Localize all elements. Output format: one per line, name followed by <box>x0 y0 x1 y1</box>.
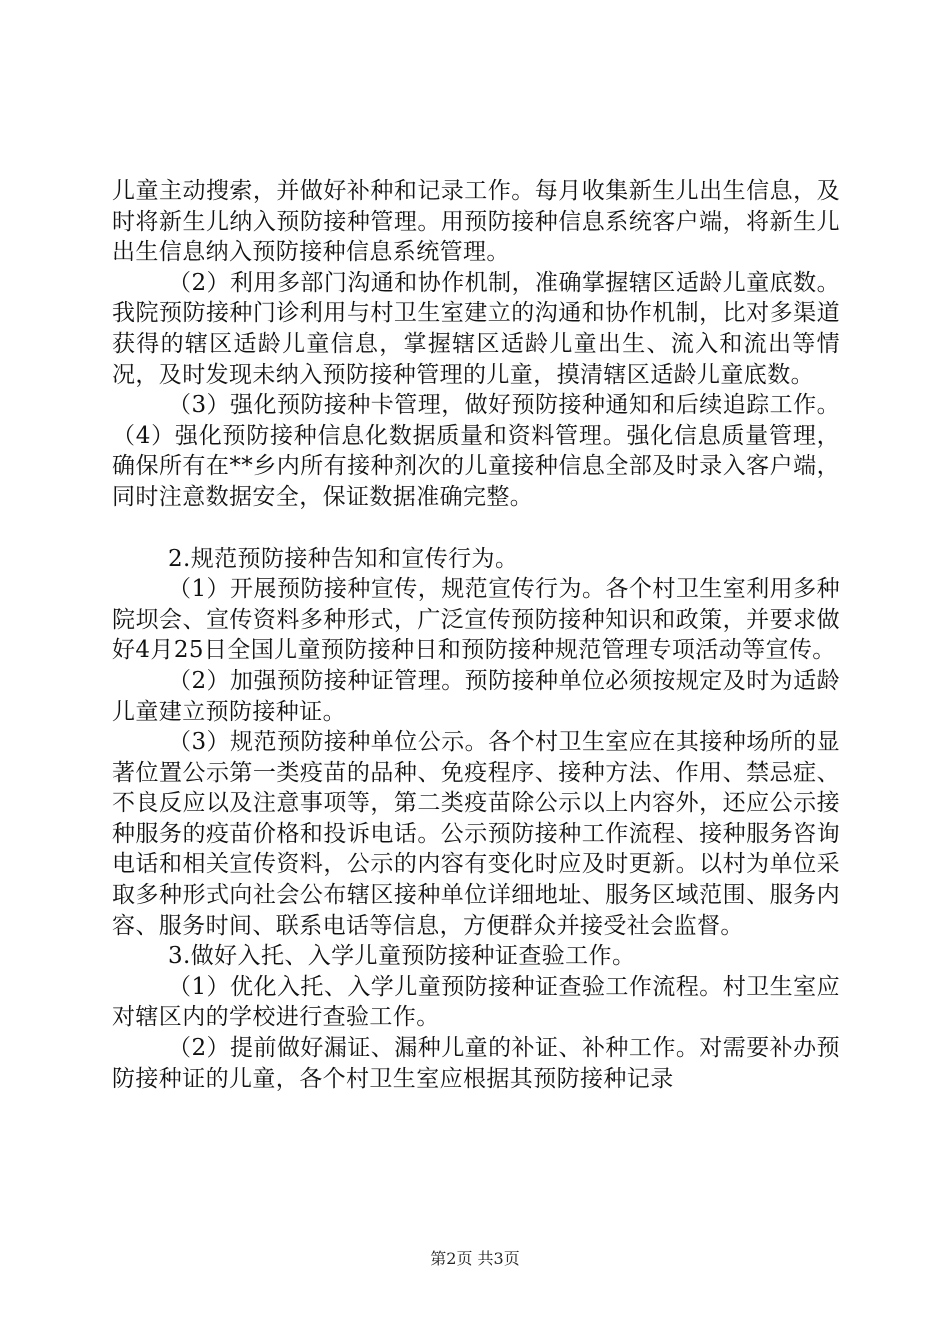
document-body <box>112 176 840 1094</box>
paragraph-item-3-1: （1）优化入托、入学儿童预防接种证查验工作流程。村卫生室应对辖区内的学校进行查验工作。 <box>112 973 840 1031</box>
paragraph-item-2-2: （2）加强预防接种证管理。预防接种单位必须按规定及时为适龄儿童建立预防接种证。 <box>112 667 840 725</box>
section-heading-2: 2.规范预防接种告知和宣传行为。 <box>168 545 519 572</box>
paragraph-item-2-3: （3）规范预防接种单位公示。各个村卫生室应在其接种场所的显著位置公示第一类疫苗的品种、免疫程序、接种方法、作用、禁忌症、不良反应以及注意事项等，第二类疫苗除公示以上内容外，还应公示接种服务的疫苗价格和投诉电话。公示预防接种工作流程、接种服务咨询电话和相关宣传资料，公示的内容有变化时应及时更新。以村为单位采取多种形式向社会公布辖区接种单位详细地址、服务区域范围、服务内容、服务时间、联系电话等信息，方便群众并接受社会监督。 <box>112 729 840 939</box>
page-number-footer: 第2页 共3页 <box>430 1249 520 1268</box>
paragraph-item-3-2: （2）提前做好漏证、漏种儿童的补证、补种工作。对需要补办预防接种证的儿童，各个村卫生室应根据其预防接种记录 <box>112 1035 840 1092</box>
paragraph-item-3-4: （3）强化预防接种卡管理，做好预防接种通知和后续追踪工作。（4）强化预防接种信息化数据质量和资料管理。强化信息质量管理，确保所有在**乡内所有接种剂次的儿童接种信息全部及时录入客户端，同时注意数据安全，保证数据准确完整。 <box>112 392 840 510</box>
section-heading-3: 3.做好入托、入学儿童预防接种证查验工作。 <box>168 943 636 970</box>
paragraph-item-2: （2）利用多部门沟通和协作机制，准确掌握辖区适龄儿童底数。我院预防接种门诊利用与村卫生室建立的沟通和协作机制，比对多渠道获得的辖区适龄儿童信息，掌握辖区适龄儿童出生、流入和流出等情况，及时发现未纳入预防接种管理的儿童，摸清辖区适龄儿童底数。 <box>112 269 840 388</box>
paragraph-continuation: 儿童主动搜索，并做好补种和记录工作。每月收集新生儿出生信息，及时将新生儿纳入预防接种管理。用预防接种信息系统客户端，将新生儿出生信息纳入预防接种信息系统管理。 <box>112 178 840 266</box>
paragraph-item-2-1: （1）开展预防接种宣传，规范宣传行为。各个村卫生室利用多种院坝会、宣传资料多种形式，广泛宣传预防接种知识和政策，并要求做好4月25日全国儿童预防接种日和预防接种规范管理专项活动等宣传。 <box>112 576 840 664</box>
